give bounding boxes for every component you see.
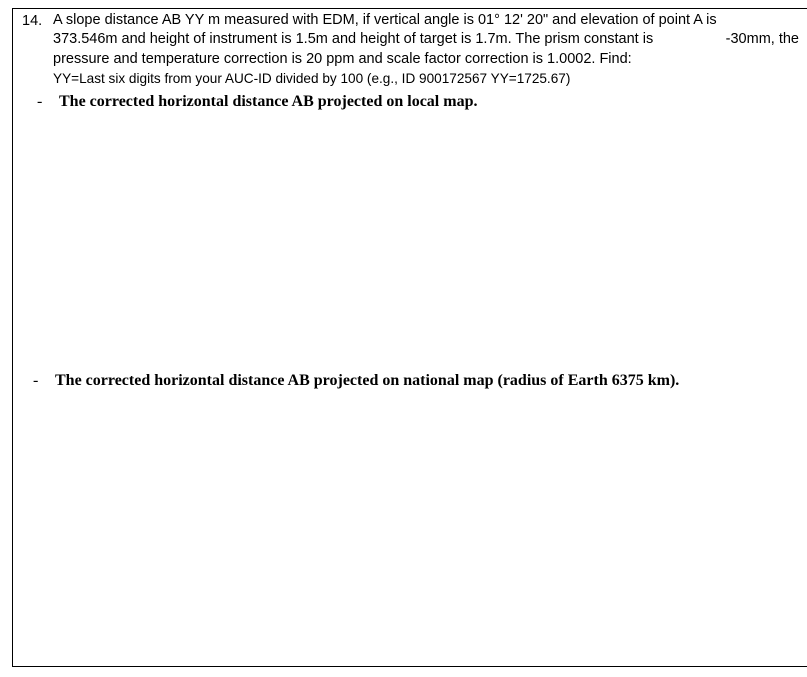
statement-line-4-text: YY=Last six digits from your AUC-ID divided by 100 (e.g., ID 900172567 YY=1725.67)	[53, 70, 571, 86]
question-number: 14.	[22, 13, 43, 29]
statement-line-3	[53, 50, 799, 69]
statement-line-4	[53, 69, 799, 88]
sub-question-national-map	[33, 371, 679, 391]
statement-line-3-text: pressure and temperature correction is 20 ppm and scale factor correction is 1.0002. Find:	[53, 50, 632, 67]
statement-line-2	[53, 30, 799, 49]
statement-line-2-tail: -30mm, the	[725, 31, 799, 48]
statement-line-1-text: A slope distance AB YY m measured with EDM, if vertical angle is 01° 12' 20" and elevation of point A is	[53, 12, 717, 28]
bullet-dash: -	[33, 372, 39, 389]
statement-line-1	[53, 11, 799, 30]
statement-line-2-text: 373.546m and height of instrument is 1.5m and height of target is 1.7m. The prism constant is	[53, 31, 654, 48]
sub-question-text: The corrected horizontal distance AB projected on national map (radius of Earth 6375 km).	[55, 372, 680, 389]
sub-question-text: The corrected horizontal distance AB projected on local map.	[59, 93, 478, 110]
question-statement	[53, 11, 799, 88]
sub-question-local-map	[37, 92, 477, 112]
bullet-dash: -	[37, 93, 43, 110]
